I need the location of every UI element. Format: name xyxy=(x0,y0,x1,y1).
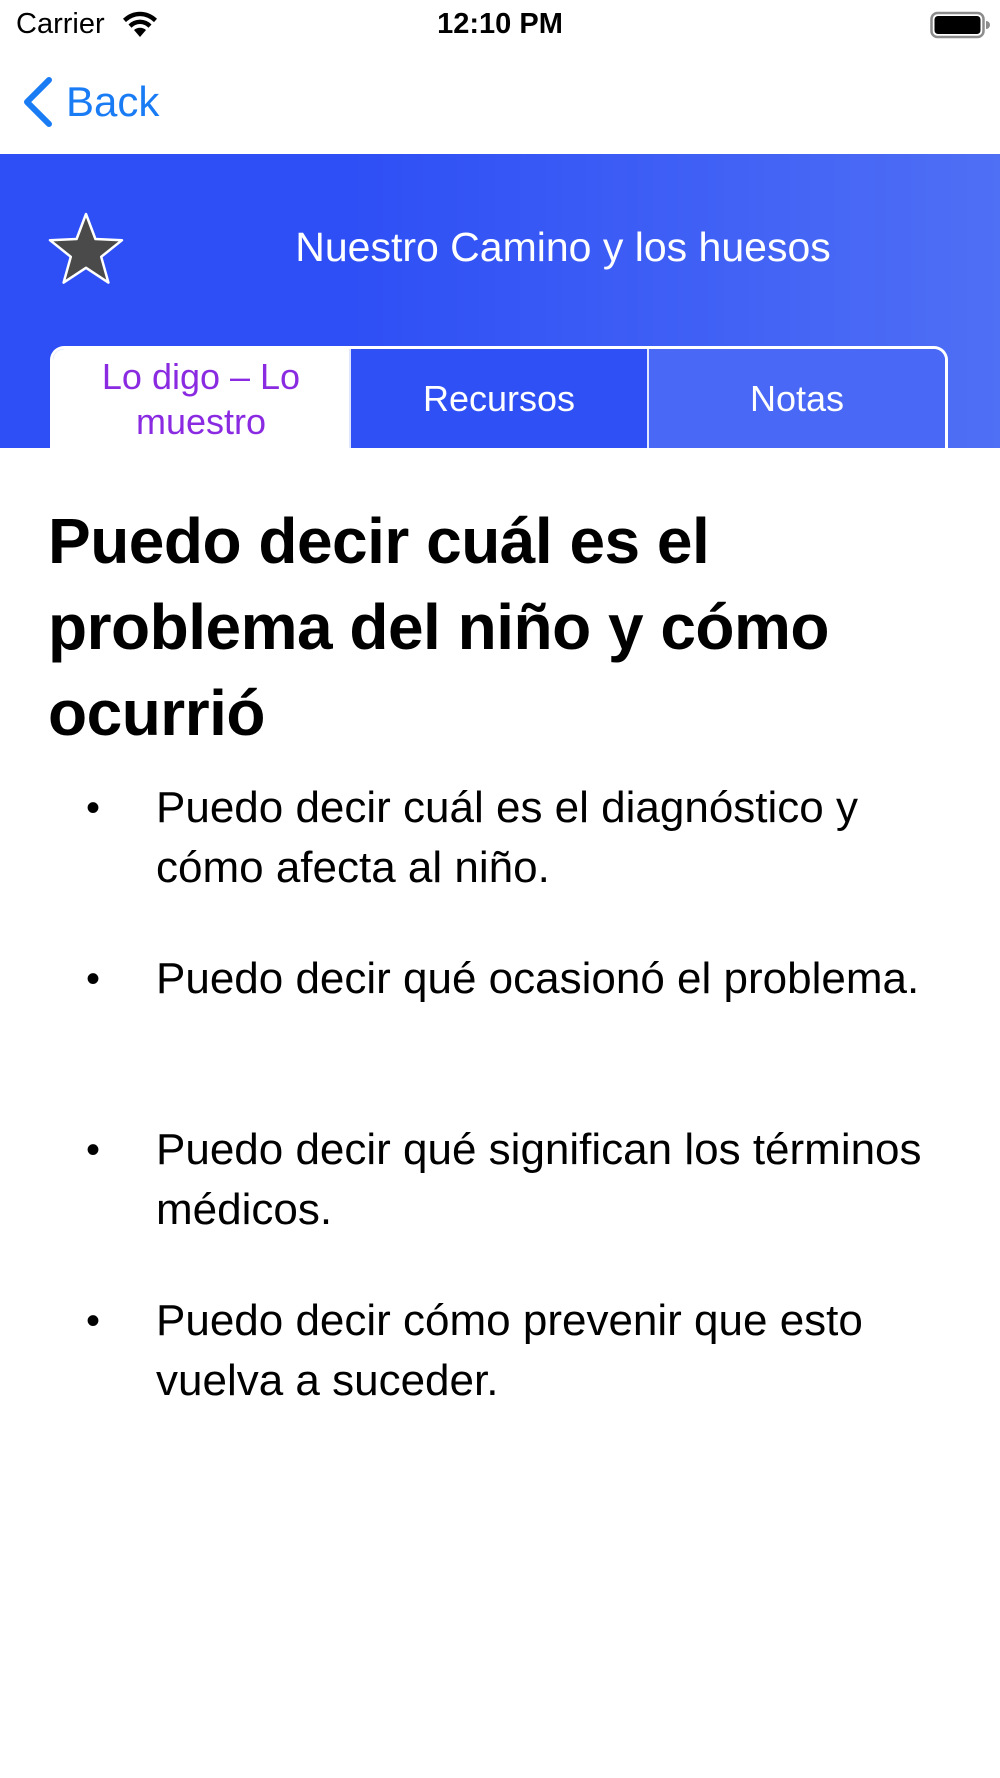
tab-lo-digo-lo-muestro[interactable] xyxy=(53,349,349,448)
status-bar xyxy=(0,0,1000,52)
list-item xyxy=(0,1120,1000,1291)
module-title: Nuestro Camino y los huesos xyxy=(295,224,831,270)
list-item xyxy=(0,778,1000,949)
carrier-label: Carrier xyxy=(16,8,105,40)
tab-label: Recursos xyxy=(422,378,576,419)
star-icon[interactable] xyxy=(46,210,126,290)
back-label: Back xyxy=(66,78,160,125)
bullet-marker: • xyxy=(86,1128,101,1172)
tab-label: Lo digo – Lo muestro xyxy=(101,355,301,442)
tab-bar xyxy=(50,346,948,448)
list-item-text: Puedo decir qué significan los términos médicos. xyxy=(156,1125,922,1234)
chevron-left-icon xyxy=(20,76,54,128)
list-item-text: Puedo decir cómo prevenir que esto vuelva a suceder. xyxy=(156,1296,863,1405)
status-time: 12:10 PM xyxy=(437,8,563,40)
list-item xyxy=(0,949,1000,1120)
bullet-list xyxy=(0,778,1000,1462)
page-title: Puedo decir cuál es el problema del niño y cómo ocurrió xyxy=(48,505,829,749)
bullet-marker: • xyxy=(86,957,101,1001)
battery-icon xyxy=(930,11,990,39)
list-item xyxy=(0,1291,1000,1462)
bullet-marker: • xyxy=(86,786,101,830)
tab-label: Notas xyxy=(749,378,845,419)
tab-notas[interactable] xyxy=(647,349,945,448)
navigation-bar xyxy=(0,52,1000,154)
list-item-text: Puedo decir qué ocasionó el problema. xyxy=(156,954,920,1003)
back-button[interactable] xyxy=(20,74,159,130)
module-header xyxy=(0,154,1000,448)
bullet-marker: • xyxy=(86,1299,101,1343)
list-item-text: Puedo decir cuál es el diagnóstico y cómo afecta al niño. xyxy=(156,783,858,892)
tab-recursos[interactable] xyxy=(349,349,647,448)
